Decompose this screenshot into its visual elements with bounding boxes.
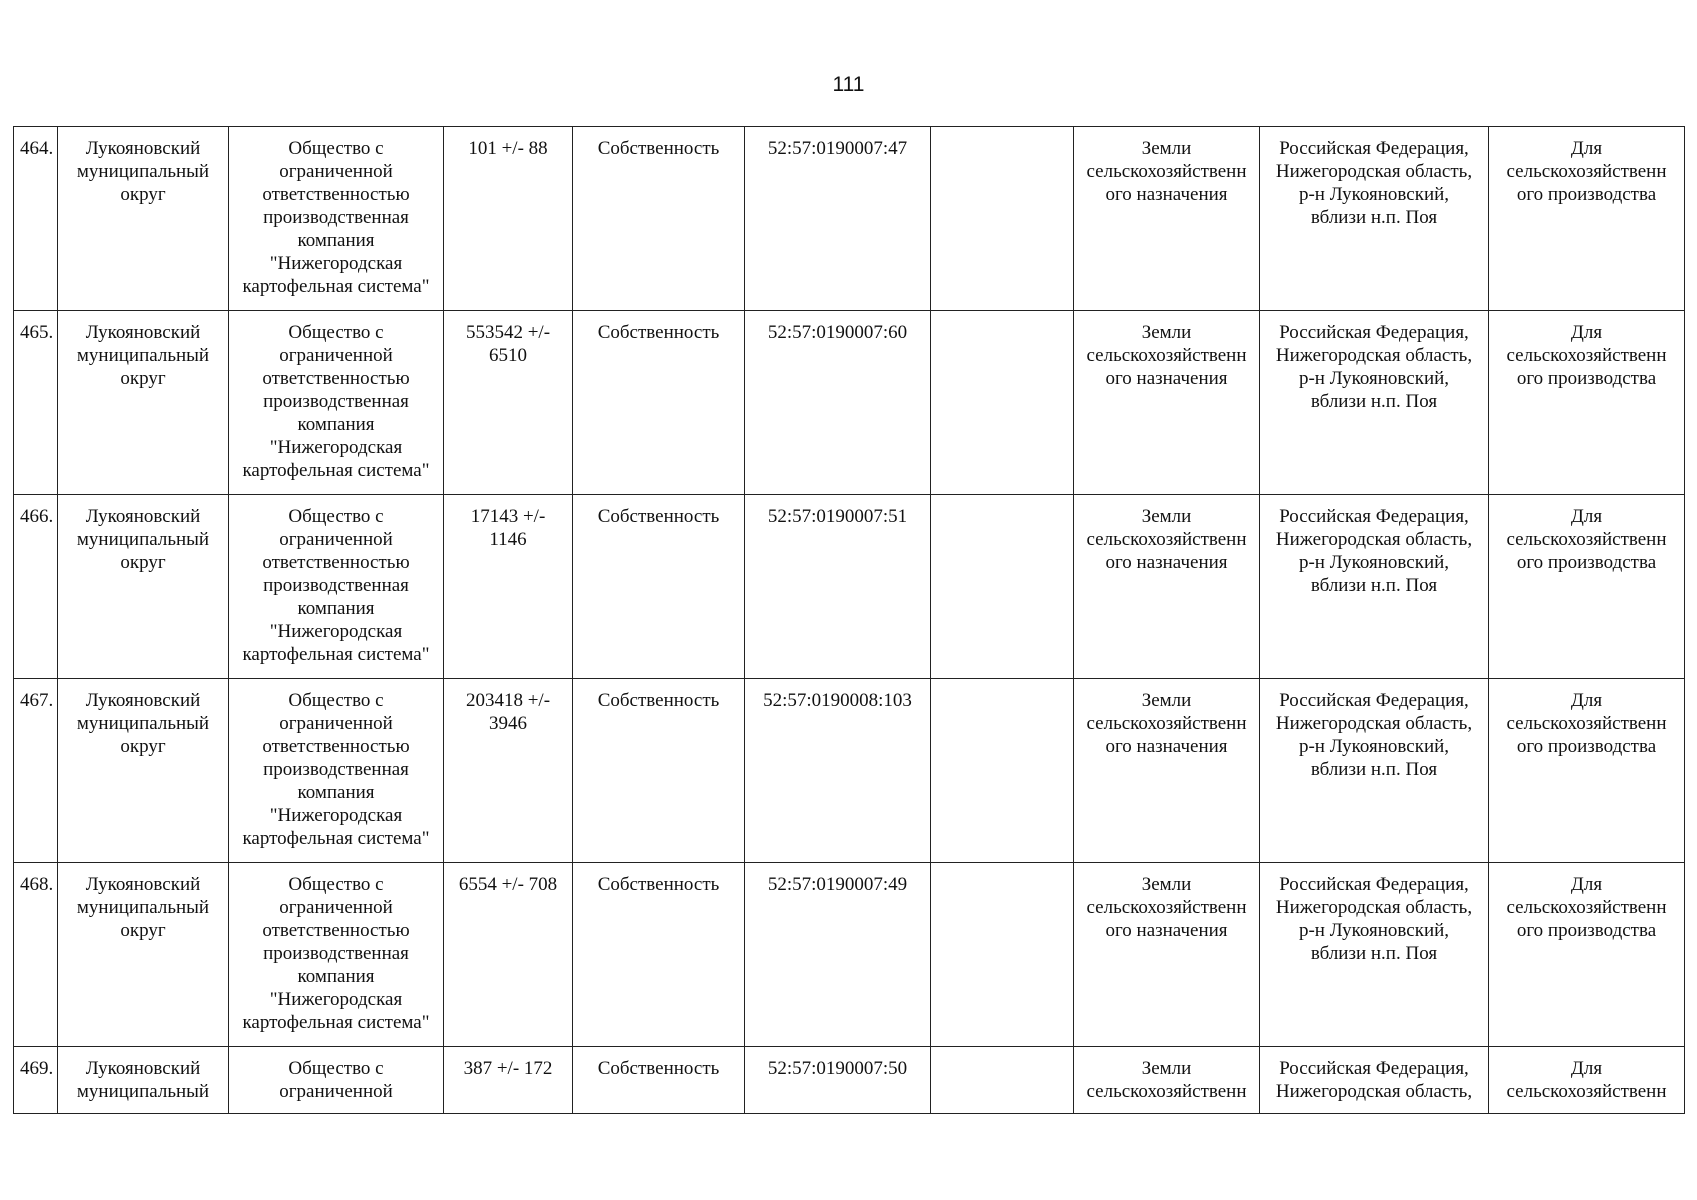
cell-text-line: Нижегородская область, (1275, 897, 1473, 918)
cell-text-line: Нижегородская область, (1275, 1081, 1473, 1102)
right-type-cell (573, 495, 745, 679)
cell-text-line: ого назначения (1105, 552, 1228, 573)
cell-text-line: 17143 +/- (470, 506, 546, 527)
cell-text: 467. (20, 690, 54, 711)
cell-text: 468. (20, 874, 54, 895)
cell-text-line: 6554 +/- 708 (458, 874, 558, 895)
right-type-cell (573, 311, 745, 495)
cell-text: Собственность (597, 1058, 720, 1079)
cell-text-line: Для (1570, 1058, 1603, 1079)
cell-text-line: ответственностью (262, 736, 410, 757)
cell-text-line: округ (120, 920, 166, 941)
cell-text-line: картофельная система" (242, 276, 430, 297)
cell-text-line: сельскохозяйственн (1506, 345, 1667, 366)
cell-text-line: сельскохозяйственн (1506, 1081, 1667, 1102)
cell-text-line: вблизи н.п. Поя (1310, 943, 1438, 964)
cell-text-line: ого производства (1516, 736, 1657, 757)
cell-text-line: Земли (1141, 1058, 1192, 1079)
cell-text-line: сельскохозяйственн (1086, 529, 1247, 550)
cadastral-number-cell (745, 127, 931, 311)
cell-text-line: 6510 (489, 345, 527, 366)
cell-text-line: сельскохозяйственн (1506, 897, 1667, 918)
cell-text-line: Лукояновский (85, 1058, 201, 1079)
cell-text-line: производственная (263, 575, 409, 596)
cell-text-line: 1146 (489, 529, 527, 550)
cell-text-line: "Нижегородская (269, 805, 403, 826)
cell-text-line: Лукояновский (85, 322, 201, 343)
area-cell (444, 1047, 573, 1114)
cell-text: 52:57:0190007:51 (767, 506, 908, 527)
cell-text-line: ограниченной (279, 897, 393, 918)
cell-text-line: Российская Федерация, (1279, 690, 1469, 711)
cell-text-line: ого назначения (1105, 368, 1228, 389)
municipality-cell (58, 679, 229, 863)
cell-text-line: Лукояновский (85, 506, 201, 527)
cell-text-line: ограниченной (279, 345, 393, 366)
cell-text-line: Лукояновский (85, 874, 201, 895)
area-cell (444, 863, 573, 1047)
cell-text-line: Земли (1141, 506, 1192, 527)
cell-text-line: р-н Лукояновский, (1298, 920, 1450, 941)
cell-text-line: компания (297, 230, 375, 251)
empty-cell (931, 1047, 1074, 1114)
cell-text-line: Российская Федерация, (1279, 506, 1469, 527)
cell-text-line: р-н Лукояновский, (1298, 368, 1450, 389)
table-row (14, 127, 1685, 311)
cell-text-line: 387 +/- 172 (463, 1058, 553, 1079)
cell-text-line: р-н Лукояновский, (1298, 736, 1450, 757)
cell-text-line: сельскохозяйственн (1086, 713, 1247, 734)
municipality-cell (58, 311, 229, 495)
cell-text: 466. (20, 506, 54, 527)
area-cell (444, 127, 573, 311)
cell-text-line: компания (297, 966, 375, 987)
cell-text-line: ого назначения (1105, 736, 1228, 757)
cell-text-line: Земли (1141, 322, 1192, 343)
cadastral-number-cell (745, 1047, 931, 1114)
cell-text-line: р-н Лукояновский, (1298, 184, 1450, 205)
cell-text-line: округ (120, 736, 166, 757)
cell-text-line: Для (1570, 690, 1603, 711)
cell-text-line: компания (297, 414, 375, 435)
cell-text-line: Общество с (288, 874, 384, 895)
row-number-cell (14, 495, 58, 679)
cell-text-line: муниципальный (76, 713, 210, 734)
permitted-use-cell (1489, 311, 1685, 495)
cell-text: Собственность (597, 322, 720, 343)
permitted-use-cell (1489, 1047, 1685, 1114)
table-row (14, 863, 1685, 1047)
cell-text-line: Российская Федерация, (1279, 1058, 1469, 1079)
cell-text-line: "Нижегородская (269, 621, 403, 642)
municipality-cell (58, 1047, 229, 1114)
cell-text-line: 3946 (489, 713, 527, 734)
cadastral-number-cell (745, 863, 931, 1047)
empty-cell (931, 679, 1074, 863)
empty-cell (931, 127, 1074, 311)
municipality-cell (58, 863, 229, 1047)
right-type-cell (573, 679, 745, 863)
cell-text: Собственность (597, 690, 720, 711)
cell-text-line: ответственностью (262, 184, 410, 205)
cell-text: Собственность (597, 506, 720, 527)
cell-text-line: ограниченной (279, 1081, 393, 1102)
cell-text-line: Для (1570, 138, 1603, 159)
cell-text-line: Российская Федерация, (1279, 138, 1469, 159)
land-category-cell (1074, 679, 1260, 863)
table-row (14, 1047, 1685, 1114)
cell-text-line: "Нижегородская (269, 437, 403, 458)
cell-text-line: сельскохозяйственн (1086, 161, 1247, 182)
cell-text-line: Общество с (288, 1058, 384, 1079)
table-body (14, 127, 1685, 1114)
right-type-cell (573, 863, 745, 1047)
owner-cell (229, 863, 444, 1047)
land-category-cell (1074, 127, 1260, 311)
empty-cell (931, 311, 1074, 495)
cell-text-line: производственная (263, 391, 409, 412)
cadastral-number-cell (745, 311, 931, 495)
cell-text-line: сельскохозяйственн (1506, 713, 1667, 734)
cell-text-line: 101 +/- 88 (468, 138, 548, 159)
cell-text-line: "Нижегородская (269, 253, 403, 274)
address-cell (1260, 311, 1489, 495)
cell-text-line: Нижегородская область, (1275, 529, 1473, 550)
area-cell (444, 679, 573, 863)
owner-cell (229, 311, 444, 495)
cadastral-number-cell (745, 679, 931, 863)
row-number-cell (14, 1047, 58, 1114)
cell-text-line: сельскохозяйственн (1506, 161, 1667, 182)
cell-text: 469. (20, 1058, 54, 1079)
cell-text-line: 203418 +/- (465, 690, 551, 711)
cell-text: 52:57:0190007:60 (767, 322, 908, 343)
cell-text-line: производственная (263, 207, 409, 228)
row-number-cell (14, 127, 58, 311)
cell-text-line: Общество с (288, 322, 384, 343)
cell-text-line: сельскохозяйственн (1506, 529, 1667, 550)
right-type-cell (573, 1047, 745, 1114)
cell-text-line: сельскохозяйственн (1086, 345, 1247, 366)
row-number-cell (14, 679, 58, 863)
right-type-cell (573, 127, 745, 311)
cell-text-line: ответственностью (262, 368, 410, 389)
cell-text: 52:57:0190008:103 (763, 690, 912, 711)
cell-text-line: ого производства (1516, 920, 1657, 941)
address-cell (1260, 127, 1489, 311)
owner-cell (229, 1047, 444, 1114)
cell-text-line: компания (297, 782, 375, 803)
land-category-cell (1074, 863, 1260, 1047)
cell-text-line: Земли (1141, 874, 1192, 895)
municipality-cell (58, 495, 229, 679)
cell-text-line: ого производства (1516, 552, 1657, 573)
cell-text-line: муниципальный (76, 345, 210, 366)
land-category-cell (1074, 1047, 1260, 1114)
land-category-cell (1074, 311, 1260, 495)
land-category-cell (1074, 495, 1260, 679)
empty-cell (931, 863, 1074, 1047)
cell-text-line: муниципальный (76, 161, 210, 182)
permitted-use-cell (1489, 679, 1685, 863)
address-cell (1260, 495, 1489, 679)
cell-text-line: ограниченной (279, 713, 393, 734)
owner-cell (229, 679, 444, 863)
cell-text-line: ответственностью (262, 920, 410, 941)
cell-text-line: картофельная система" (242, 644, 430, 665)
cell-text: Собственность (597, 138, 720, 159)
cell-text-line: Российская Федерация, (1279, 322, 1469, 343)
cell-text-line: округ (120, 552, 166, 573)
cell-text-line: муниципальный (76, 897, 210, 918)
cell-text: 52:57:0190007:49 (767, 874, 908, 895)
cell-text-line: муниципальный (76, 529, 210, 550)
cell-text-line: Лукояновский (85, 138, 201, 159)
cell-text-line: производственная (263, 943, 409, 964)
cell-text-line: вблизи н.п. Поя (1310, 759, 1438, 780)
table-row (14, 679, 1685, 863)
owner-cell (229, 127, 444, 311)
cell-text-line: картофельная система" (242, 828, 430, 849)
table-row (14, 311, 1685, 495)
municipality-cell (58, 127, 229, 311)
cell-text-line: "Нижегородская (269, 989, 403, 1010)
cell-text-line: ограниченной (279, 161, 393, 182)
cell-text-line: производственная (263, 759, 409, 780)
permitted-use-cell (1489, 127, 1685, 311)
empty-cell (931, 495, 1074, 679)
cell-text-line: ого назначения (1105, 920, 1228, 941)
cadastral-number-cell (745, 495, 931, 679)
cell-text-line: вблизи н.п. Поя (1310, 575, 1438, 596)
cell-text-line: вблизи н.п. Поя (1310, 391, 1438, 412)
cell-text-line: ответственностью (262, 552, 410, 573)
cell-text-line: округ (120, 184, 166, 205)
cell-text-line: Нижегородская область, (1275, 713, 1473, 734)
cell-text-line: Общество с (288, 690, 384, 711)
cell-text-line: Общество с (288, 138, 384, 159)
cell-text-line: Для (1570, 506, 1603, 527)
land-registry-table (13, 126, 1685, 1114)
row-number-cell (14, 311, 58, 495)
cell-text-line: Земли (1141, 690, 1192, 711)
owner-cell (229, 495, 444, 679)
row-number-cell (14, 863, 58, 1047)
cell-text-line: 553542 +/- (465, 322, 551, 343)
cell-text-line: Нижегородская область, (1275, 161, 1473, 182)
cell-text-line: ограниченной (279, 529, 393, 550)
cell-text-line: компания (297, 598, 375, 619)
table-row (14, 495, 1685, 679)
cell-text-line: Для (1570, 874, 1603, 895)
cell-text-line: р-н Лукояновский, (1298, 552, 1450, 573)
cell-text-line: Земли (1141, 138, 1192, 159)
cell-text-line: округ (120, 368, 166, 389)
area-cell (444, 311, 573, 495)
cell-text-line: Российская Федерация, (1279, 874, 1469, 895)
address-cell (1260, 679, 1489, 863)
cell-text-line: муниципальный (76, 1081, 210, 1102)
cell-text: 464. (20, 138, 54, 159)
cell-text-line: сельскохозяйственн (1086, 897, 1247, 918)
permitted-use-cell (1489, 863, 1685, 1047)
cell-text-line: вблизи н.п. Поя (1310, 207, 1438, 228)
cell-text-line: Лукояновский (85, 690, 201, 711)
cell-text: 465. (20, 322, 54, 343)
cell-text-line: Нижегородская область, (1275, 345, 1473, 366)
cell-text-line: ого назначения (1105, 184, 1228, 205)
cell-text: 52:57:0190007:47 (767, 138, 908, 159)
cell-text-line: ого производства (1516, 368, 1657, 389)
address-cell (1260, 1047, 1489, 1114)
cell-text-line: картофельная система" (242, 1012, 430, 1033)
cell-text: 52:57:0190007:50 (767, 1058, 908, 1079)
page-number: 111 (832, 73, 865, 96)
cell-text-line: Общество с (288, 506, 384, 527)
address-cell (1260, 863, 1489, 1047)
area-cell (444, 495, 573, 679)
cell-text-line: ого производства (1516, 184, 1657, 205)
cell-text-line: картофельная система" (242, 460, 430, 481)
cell-text: Собственность (597, 874, 720, 895)
cell-text-line: сельскохозяйственн (1086, 1081, 1247, 1102)
permitted-use-cell (1489, 495, 1685, 679)
cell-text-line: Для (1570, 322, 1603, 343)
